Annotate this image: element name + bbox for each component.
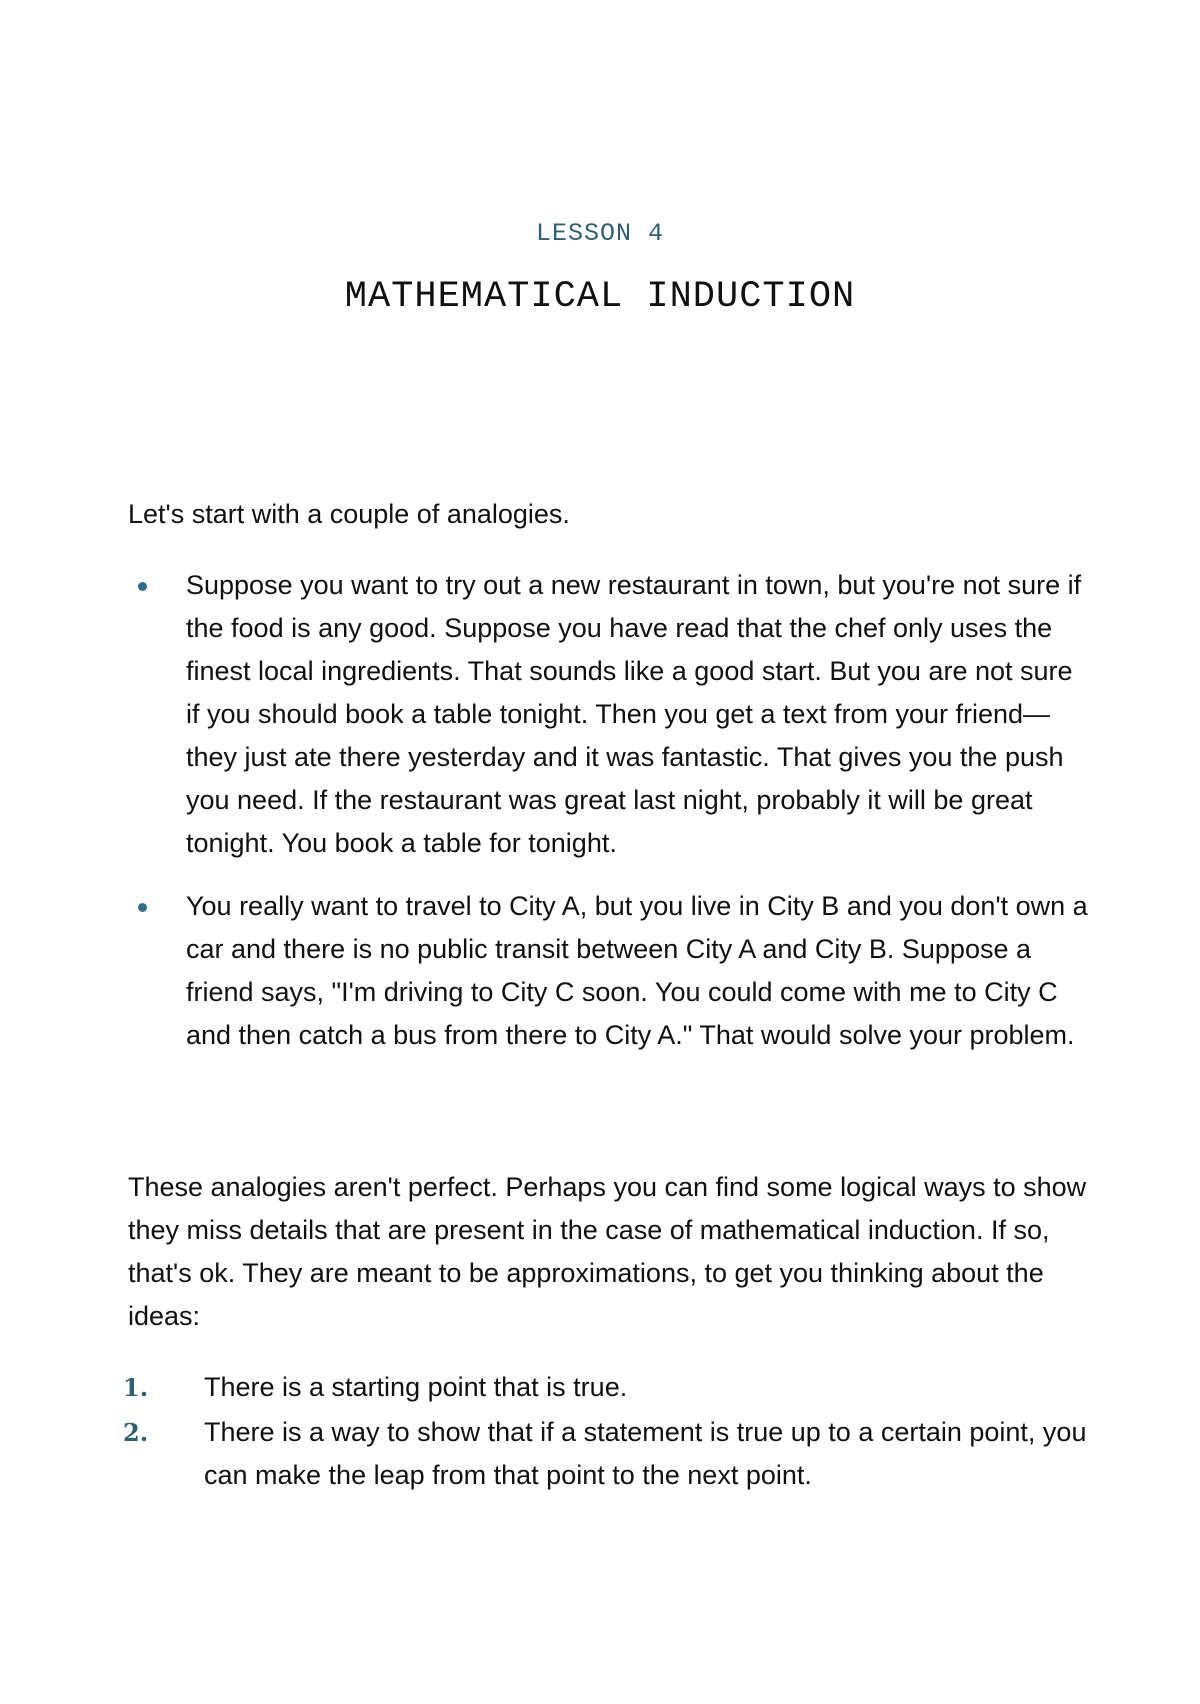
list-number: 2. bbox=[123, 1418, 149, 1447]
analogy-restaurant-text: Suppose you want to try out a new restaurant in town, but you're not sure if the food is any good. Suppose you have read that the chef only uses the finest local ingredients. That sounds like a good start. But you are not sure if you should book a table tonight. Then you get a text from your friend—they just ate there yesterday and it was fantastic. That gives you the push you need. If the restaurant was great last night, probably it will be great tonight. You book a table for tonight. bbox=[186, 570, 1082, 858]
list-item bbox=[128, 885, 1088, 1057]
list-item bbox=[120, 1366, 1088, 1409]
ideas-list bbox=[120, 1366, 1088, 1499]
analogy-travel-text: You really want to travel to City A, but you live in City B and you don't own a car and there is no public transit between City A and City B. Suppose a friend says, "I'm driving to City C soon. You could come with me to City C and then catch a bus from there to City A." That would solve your problem. bbox=[186, 891, 1088, 1050]
closing-paragraph: These analogies aren't perfect. Perhaps you can find some logical ways to show they miss details that are present in the case of mathematical induction. If so, that's ok. They are meant to be approximations, to get you thinking about the ideas: bbox=[128, 1172, 1087, 1331]
list-number: 1. bbox=[123, 1373, 149, 1402]
analogy-list bbox=[128, 564, 1088, 1077]
bullet-icon bbox=[138, 582, 147, 591]
bullet-icon bbox=[138, 903, 147, 912]
idea-text: There is a way to show that if a statement is true up to a certain point, you can make the leap from that point to the next point. bbox=[204, 1417, 1087, 1490]
idea-text: There is a starting point that is true. bbox=[204, 1372, 628, 1402]
page-title: MATHEMATICAL INDUCTION bbox=[344, 276, 856, 318]
list-item bbox=[128, 564, 1088, 865]
lesson-label: LESSON 4 bbox=[535, 219, 665, 248]
intro-paragraph: Let's start with a couple of analogies. bbox=[128, 499, 570, 529]
list-item bbox=[120, 1411, 1088, 1497]
